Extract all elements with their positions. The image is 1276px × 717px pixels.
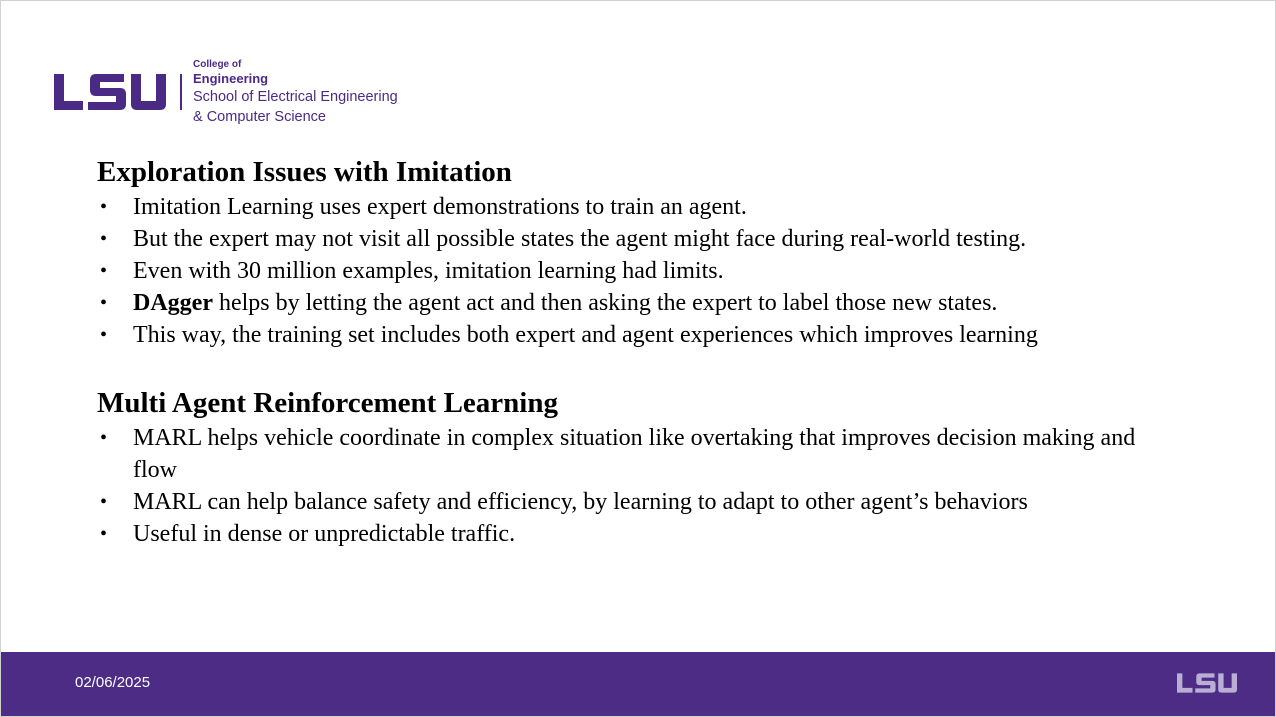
- footer-bar: [1, 652, 1275, 716]
- logo-text: [193, 60, 398, 124]
- bullet-item: [97, 319, 1177, 351]
- bullet-bold-term: DAgger: [133, 290, 213, 316]
- bullet-item: [97, 255, 1177, 287]
- lsu-engineering-logo: [54, 59, 398, 125]
- bullet-item: [97, 518, 1177, 550]
- logo-department-label: & Computer Science: [193, 108, 326, 125]
- footer-date: 02/06/2025: [75, 674, 151, 691]
- bullet-text: helps by letting the agent act and then asking the expert to label those new states.: [212, 290, 998, 316]
- bullet-icon: •: [100, 427, 108, 449]
- bullet-list-exploration: [97, 191, 1177, 351]
- bullet-item: [97, 223, 1177, 255]
- bullet-text: But the expert may not visit all possible states the agent might face during real-world testing.: [133, 226, 1027, 252]
- section-spacer: [97, 351, 1177, 384]
- logo-college-label: College of: [193, 59, 242, 70]
- bullet-text: MARL can help balance safety and efficiency, by learning to adapt to other agent’s behaviors: [133, 489, 1028, 515]
- bullet-icon: •: [100, 523, 108, 545]
- bullet-item: [97, 486, 1177, 518]
- logo-divider: [180, 74, 182, 110]
- bullet-icon: •: [100, 260, 108, 282]
- bullet-icon: •: [100, 196, 108, 218]
- bullet-text: Useful in dense or unpredictable traffic.: [133, 521, 516, 547]
- bullet-text: MARL helps vehicle coordinate in complex situation like overtaking that improves decision making and flow: [133, 425, 1136, 483]
- bullet-item: [97, 287, 1177, 319]
- bullet-text: This way, the training set includes both expert and agent experiences which improves learning: [133, 322, 1038, 348]
- bullet-text: Imitation Learning uses expert demonstrations to train an agent.: [133, 194, 747, 220]
- section-heading-marl: Multi Agent Reinforcement Learning: [97, 387, 558, 419]
- lsu-footer-icon: [1177, 672, 1237, 694]
- bullet-icon: •: [100, 228, 108, 250]
- lsu-wordmark-logo: [54, 72, 166, 112]
- bullet-item: [97, 191, 1177, 223]
- bullet-icon: •: [100, 324, 108, 346]
- bullet-icon: •: [100, 491, 108, 513]
- logo-school-label: School of Electrical Engineering: [193, 89, 398, 105]
- footer-lsu-logo: [1177, 672, 1237, 699]
- bullet-icon: •: [100, 292, 108, 314]
- slide-content: [97, 153, 1177, 550]
- bullet-list-marl: [97, 422, 1177, 550]
- bullet-text: Even with 30 million examples, imitation learning had limits.: [133, 258, 724, 284]
- bullet-item: [97, 422, 1177, 486]
- section-heading-exploration: Exploration Issues with Imitation: [97, 156, 512, 188]
- logo-engineering-label: Engineering: [193, 71, 269, 86]
- lsu-wordmark-icon: [54, 74, 166, 110]
